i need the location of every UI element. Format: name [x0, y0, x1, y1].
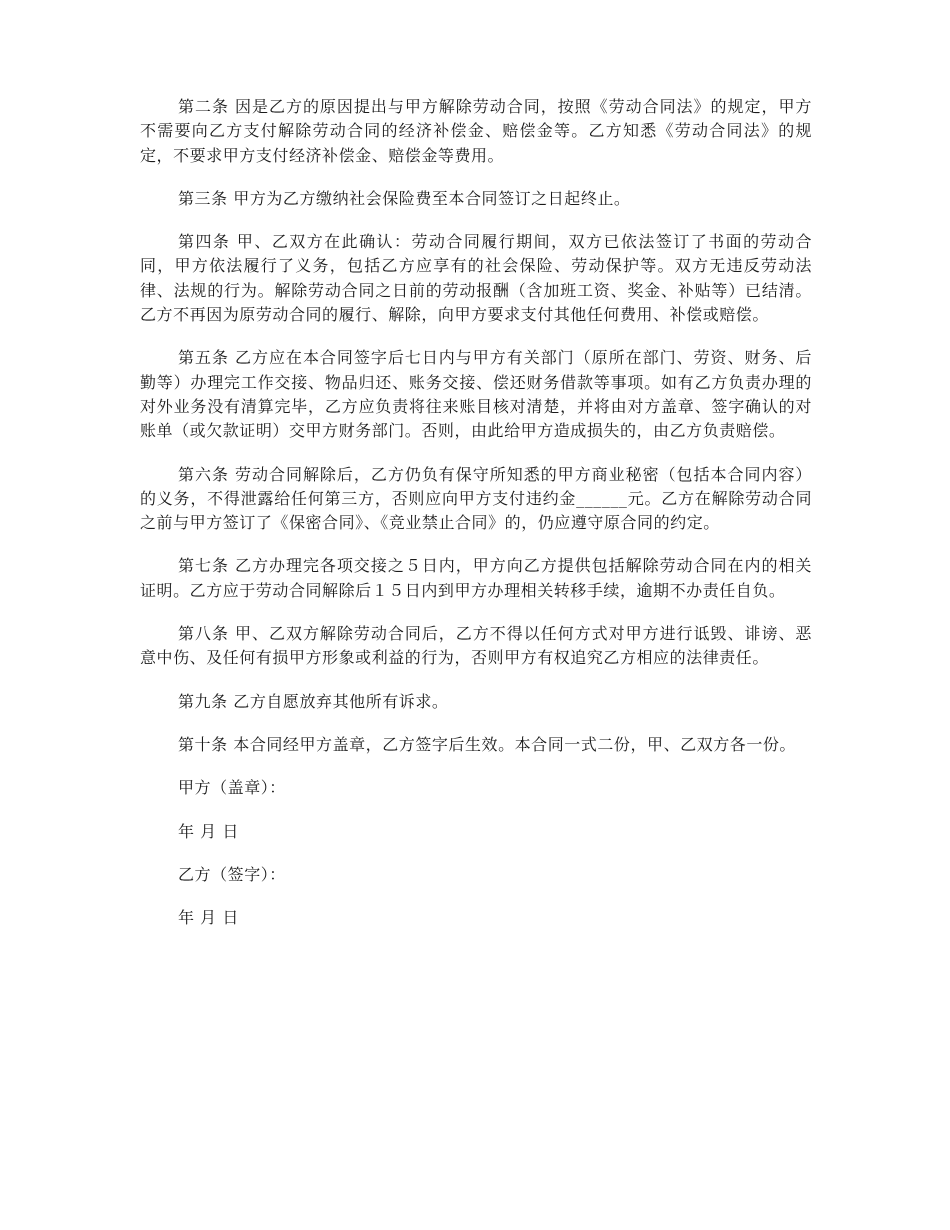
party-a-date: 年 月 日 [178, 821, 239, 841]
article-9: 第九条 乙方自愿放弃其他所有诉求。 [178, 691, 449, 711]
article-7: 第七条 乙方办理完各项交接之５日内，甲方向乙方提供包括解除劳动合同在内的相关证明。乙方应于劳动合同解除后１５日内到甲方办理相关转移手续，逾期不办责任自负。 [140, 556, 812, 600]
article-5: 第五条 乙方应在本合同签字后七日内与甲方有关部门（原所在部门、劳资、财务、后勤等）办理完工作交接、物品归还、账务交接、偿还财务借款等事项。如有乙方负责办理的对外业务没有清算完毕，乙方应负责将往来账目核对清楚，并将由对方盖章、签字确认的对账单（或欠款证明）交甲方财务部门。否则，由此给甲方造成损失的，由乙方负责赔偿。 [140, 348, 812, 441]
contract-body [140, 95, 812, 949]
article-2: 第二条 因是乙方的原因提出与甲方解除劳动合同，按照《劳动合同法》的规定，甲方不需要向乙方支付解除劳动合同的经济补偿金、赔偿金等。乙方知悉《劳动合同法》的规定，不要求甲方支付经济补偿金、赔偿金等费用。 [140, 97, 812, 165]
article-3: 第三条 甲方为乙方缴纳社会保险费至本合同签订之日起终止。 [178, 188, 631, 208]
article-4: 第四条 甲、乙双方在此确认：劳动合同履行期间，双方已依法签订了书面的劳动合同，甲方依法履行了义务，包括乙方应享有的社会保险、劳动保护等。双方无违反劳动法律、法规的行为。解除劳动合同之日前的劳动报酬（含加班工资、奖金、补贴等）已结清。乙方不再因为原劳动合同的履行、解除，向甲方要求支付其他任何费用、补偿或赔偿。 [140, 232, 812, 325]
party-b-date: 年 月 日 [178, 908, 239, 928]
article-8: 第八条 甲、乙双方解除劳动合同后，乙方不得以任何方式对甲方进行诋毁、诽谤、恶意中伤、及任何有损甲方形象或利益的行为，否则甲方有权追究乙方相应的法律责任。 [140, 624, 812, 668]
article-6: 第六条 劳动合同解除后，乙方仍负有保守所知悉的甲方商业秘密（包括本合同内容）的义务，不得泄露给任何第三方，否则应向甲方支付违约金______元。乙方在解除劳动合同之前与甲方签订了《保密合同》、《竞业禁止合同》的，仍应遵守原合同的约定。 [140, 464, 812, 533]
party-b-signature-label: 乙方（签字）： [178, 864, 286, 884]
article-10: 第十条 本合同经甲方盖章，乙方签字后生效。本合同一式二份，甲、乙双方各一份。 [178, 734, 796, 754]
party-a-seal-label: 甲方（盖章）： [178, 778, 286, 798]
